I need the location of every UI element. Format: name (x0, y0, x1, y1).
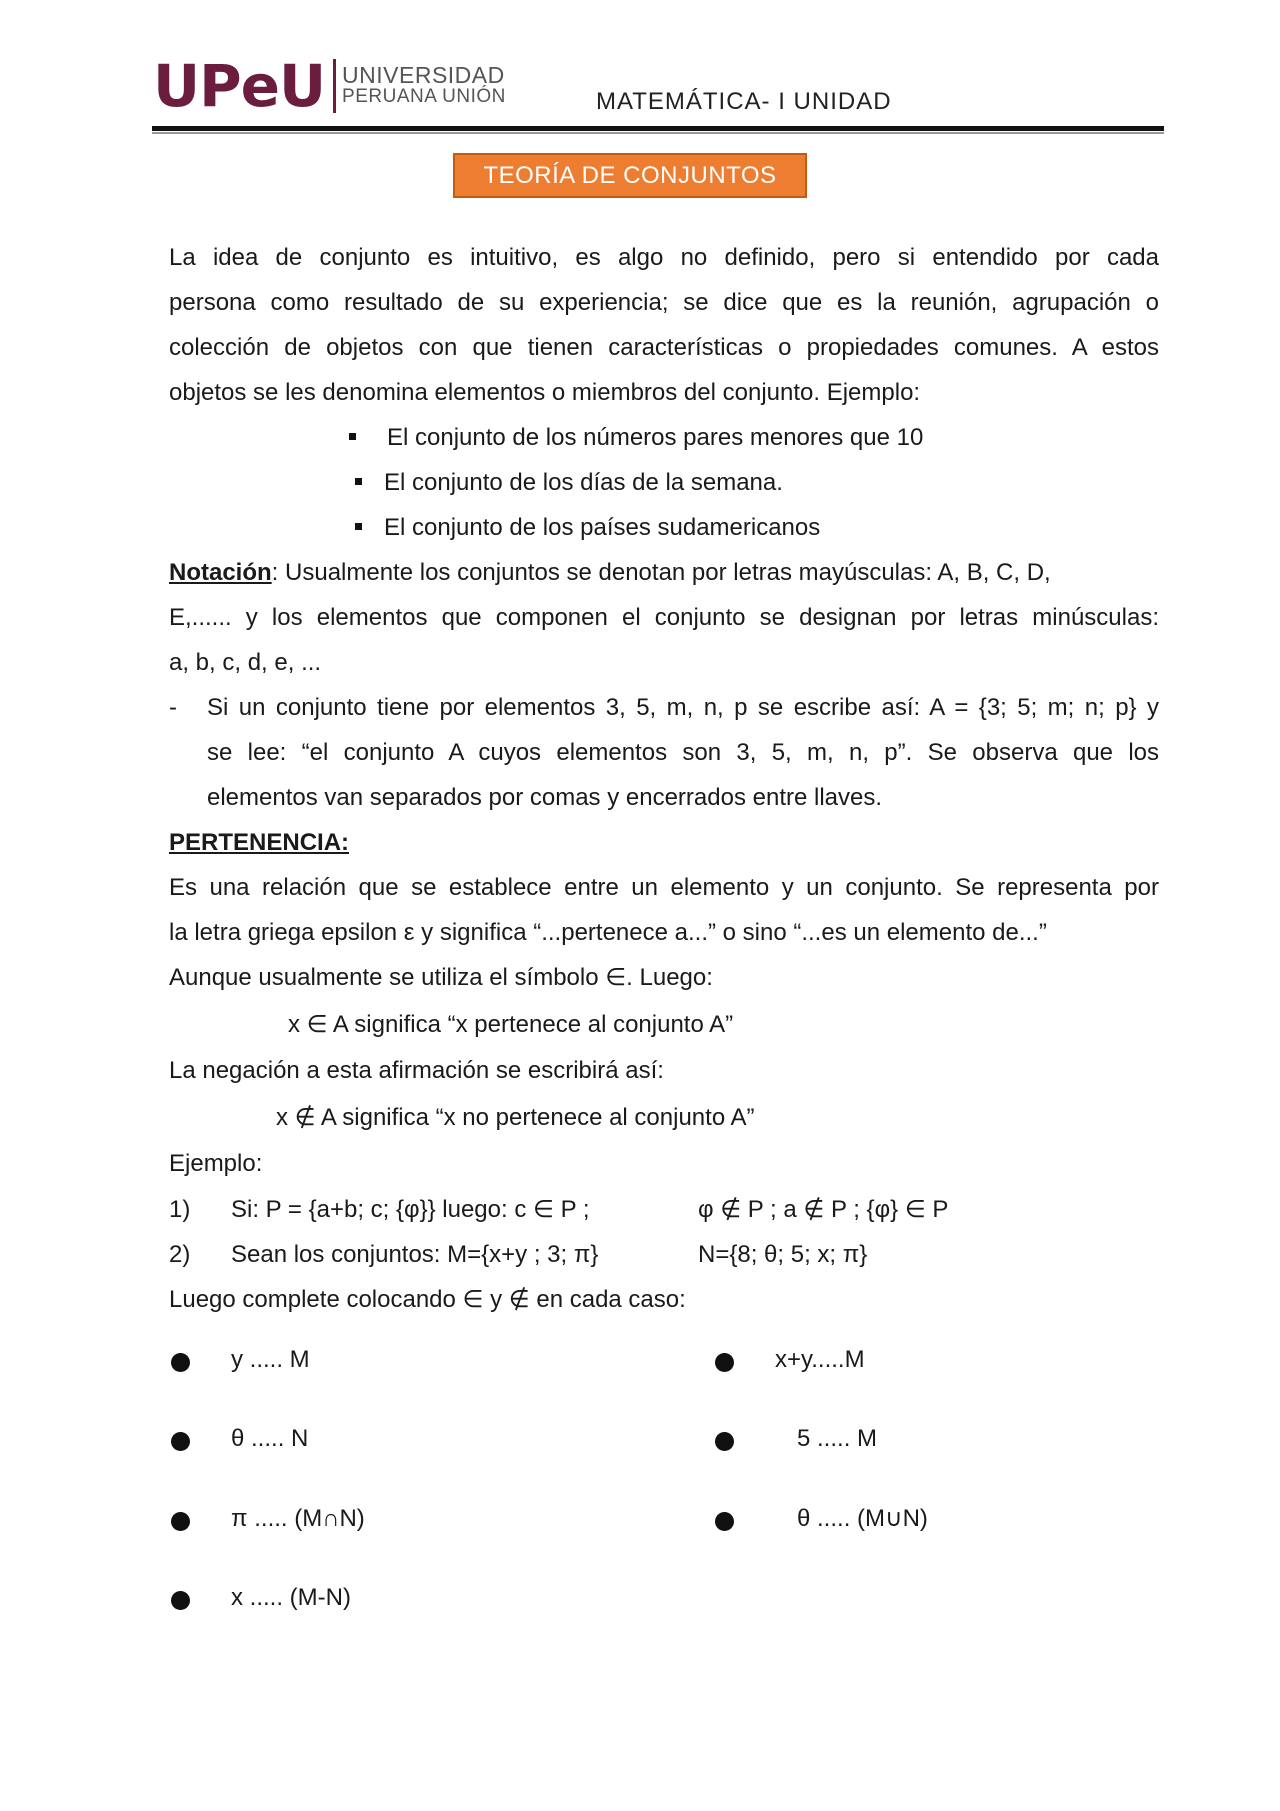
example-2-left: Sean los conjuntos: M={x+y ; 3; π} (231, 1241, 599, 1268)
notation-line-2: E,...... y los elementos que componen el conjunto se designan por letras minúsculas: (169, 604, 1159, 631)
university-logo (153, 52, 506, 120)
dash-bullet: - (169, 694, 177, 721)
instruction: Luego complete colocando ∈ y ∉ en cada caso: (169, 1286, 686, 1313)
example-2-number: 2) (169, 1241, 191, 1268)
exercise-item: 5 ..... M (797, 1425, 878, 1452)
circle-bullet-icon (715, 1353, 734, 1372)
logo-text (342, 64, 506, 108)
notation-line-3: a, b, c, d, e, ... (169, 649, 322, 676)
example-item: El conjunto de los países sudamericanos (384, 514, 821, 541)
circle-bullet-icon (171, 1432, 190, 1451)
intro-line-1: La idea de conjunto es intuitivo, es algo no definido, pero si entendido por cada (169, 244, 1159, 271)
header-rule (152, 126, 1164, 131)
square-bullet-icon (355, 478, 362, 485)
header-title: MATEMÁTICA- I UNIDAD (596, 88, 892, 115)
formula-no-pertenece: x ∉ A significa “x no pertenece al conjunto A” (276, 1104, 755, 1131)
example-label: Ejemplo: (169, 1150, 263, 1177)
circle-bullet-icon (715, 1512, 734, 1531)
notation-item-line-1: Si un conjunto tiene por elementos 3, 5, m, n, p se escribe así: A = {3; 5; m; n; p} y (207, 694, 1159, 721)
exercise-item: θ ..... (M∪N) (797, 1505, 928, 1532)
circle-bullet-icon (171, 1353, 190, 1372)
pertenencia-heading: PERTENENCIA: (169, 829, 350, 856)
example-1-number: 1) (169, 1196, 191, 1223)
formula-pertenece: x ∈ A significa “x pertenece al conjunto A” (288, 1011, 734, 1038)
circle-bullet-icon (171, 1591, 190, 1610)
pertenencia-line-3: Aunque usualmente se utiliza el símbolo ∈. Luego: (169, 964, 713, 991)
notation-item-line-2: se lee: “el conjunto A cuyos elementos son 3, 5, m, n, p”. Se observa que los (207, 739, 1159, 766)
section-title: TEORÍA DE CONJUNTOS (453, 153, 807, 198)
notation-label: Notación (169, 559, 272, 586)
intro-line-3: colección de objetos con que tienen características o propiedades comunes. A estos (169, 334, 1159, 361)
example-item: El conjunto de los días de la semana. (384, 469, 783, 496)
exercise-item: π ..... (M∩N) (231, 1505, 365, 1532)
circle-bullet-icon (715, 1432, 734, 1451)
logo-mark: UPeU (153, 52, 326, 120)
header-rule-shadow (152, 132, 1164, 134)
logo-line-2: PERUANA UNIÓN (342, 86, 506, 107)
exercise-item: θ ..... N (231, 1425, 309, 1452)
square-bullet-icon (349, 433, 356, 440)
notation-line-1 (169, 559, 1159, 587)
pertenencia-line-1: Es una relación que se establece entre un elemento y un conjunto. Se representa por (169, 874, 1159, 901)
notation-line-1-text: : Usualmente los conjuntos se denotan por letras mayúsculas: A, B, C, D, (271, 559, 1051, 586)
exercise-item: y ..... M (231, 1346, 310, 1373)
exercise-item: x ..... (M-N) (231, 1584, 351, 1611)
example-1-right: φ ∉ P ; a ∉ P ; {φ} ∈ P (698, 1196, 949, 1223)
intro-line-4: objetos se les denomina elementos o miembros del conjunto. Ejemplo: (169, 379, 921, 406)
example-1-left: Si: P = {a+b; c; {φ}} luego: c ∈ P ; (231, 1196, 590, 1223)
example-2-right: N={8; θ; 5; x; π} (698, 1241, 868, 1268)
negation-intro: La negación a esta afirmación se escribirá así: (169, 1057, 664, 1084)
logo-separator (333, 59, 336, 113)
pertenencia-line-2: la letra griega epsilon ε y significa “...pertenece a...” o sino “...es un elemento de...” (169, 919, 1047, 946)
example-item: El conjunto de los números pares menores que 10 (387, 424, 924, 451)
circle-bullet-icon (171, 1512, 190, 1531)
notation-item-line-3: elementos van separados por comas y encerrados entre llaves. (207, 784, 883, 811)
logo-line-1: UNIVERSIDAD (342, 62, 505, 88)
square-bullet-icon (355, 523, 362, 530)
exercise-item: x+y.....M (775, 1346, 865, 1373)
intro-line-2: persona como resultado de su experiencia; se dice que es la reunión, agrupación o (169, 289, 1159, 316)
